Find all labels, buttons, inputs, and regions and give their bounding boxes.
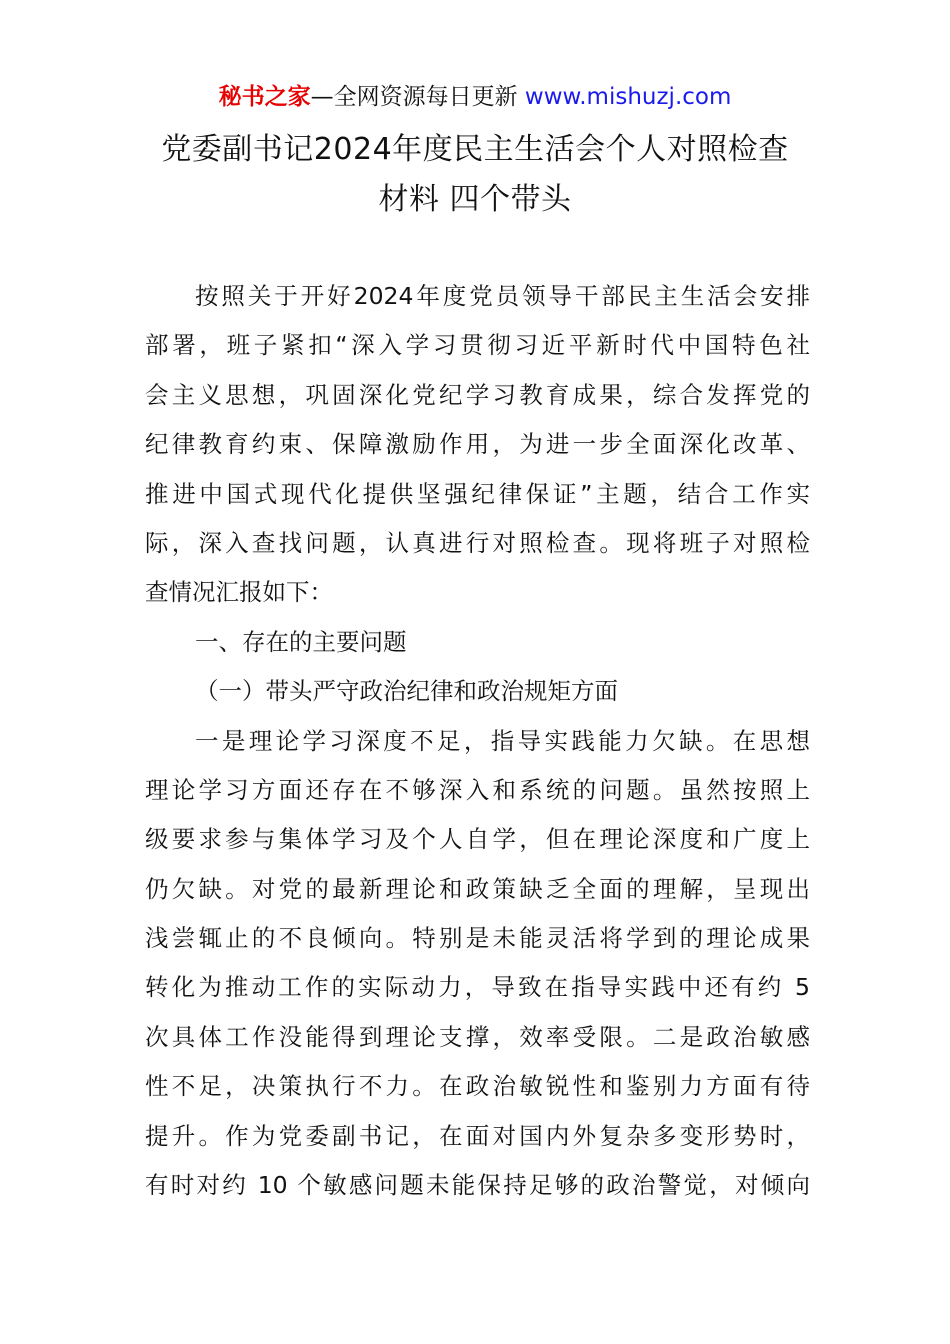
paragraph-line: 提升。作为党委副书记，在面对国内外复杂多变形势时， [145,1121,810,1150]
paragraph-line: 浅尝辄止的不良倾向。特别是未能灵活将学到的理论成果 [145,924,810,953]
header-tagline: —全网资源每日更新 [310,84,525,110]
paragraph-line: 级要求参与集体学习及个人自学，但在理论深度和广度上 [145,825,810,854]
paragraph-line: 转化为推动工作的实际动力，导致在指导实践中还有约 5 [145,973,810,1002]
paragraph-line: 部署，班子紧扣“深入学习贯彻习近平新时代中国特色社 [145,331,810,360]
site-header [0,82,950,112]
subsection-heading: （一）带头严守政治纪律和政治规矩方面 [195,677,618,706]
brand-name: 秘书之家 [218,84,311,110]
paragraph-line: 查情况汇报如下： [145,578,333,607]
site-url-link[interactable]: www.mishuzj.com [524,84,732,110]
paragraph-line: 性不足，决策执行不力。在政治敏锐性和鉴别力方面有待 [145,1072,810,1101]
paragraph-line: 有时对约 10 个敏感问题未能保持足够的政治警觉，对倾向 [145,1171,810,1200]
paragraph-line: 次具体工作没能得到理论支撑，效率受限。二是政治敏感 [145,1022,810,1051]
section-heading: 一、存在的主要问题 [195,627,407,656]
paragraph-line: 理论学习方面还存在不够深入和系统的问题。虽然按照上 [145,775,810,804]
paragraph-line: 推进中国式现代化提供坚强纪律保证”主题，结合工作实 [145,479,810,508]
document-body [145,272,810,1210]
title-line: 材料 四个带头 [378,182,572,217]
paragraph-line: 一是理论学习深度不足，指导实践能力欠缺。在思想 [195,726,810,755]
paragraph-line: 纪律教育约束、保障激励作用，为进一步全面深化改革、 [145,430,810,459]
paragraph-line: 仍欠缺。对党的最新理论和政策缺乏全面的理解，呈现出 [145,874,810,903]
paragraph-line: 际，深入查找问题，认真进行对照检查。现将班子对照检 [145,528,810,557]
paragraph-line: 会主义思想，巩固深化党纪学习教育成果，综合发挥党的 [145,380,810,409]
title-line: 党委副书记2024年度民主生活会个人对照检查 [161,132,789,167]
document-title [100,125,850,225]
paragraph-line: 按照关于开好2024年度党员领导干部民主生活会安排 [195,282,810,310]
